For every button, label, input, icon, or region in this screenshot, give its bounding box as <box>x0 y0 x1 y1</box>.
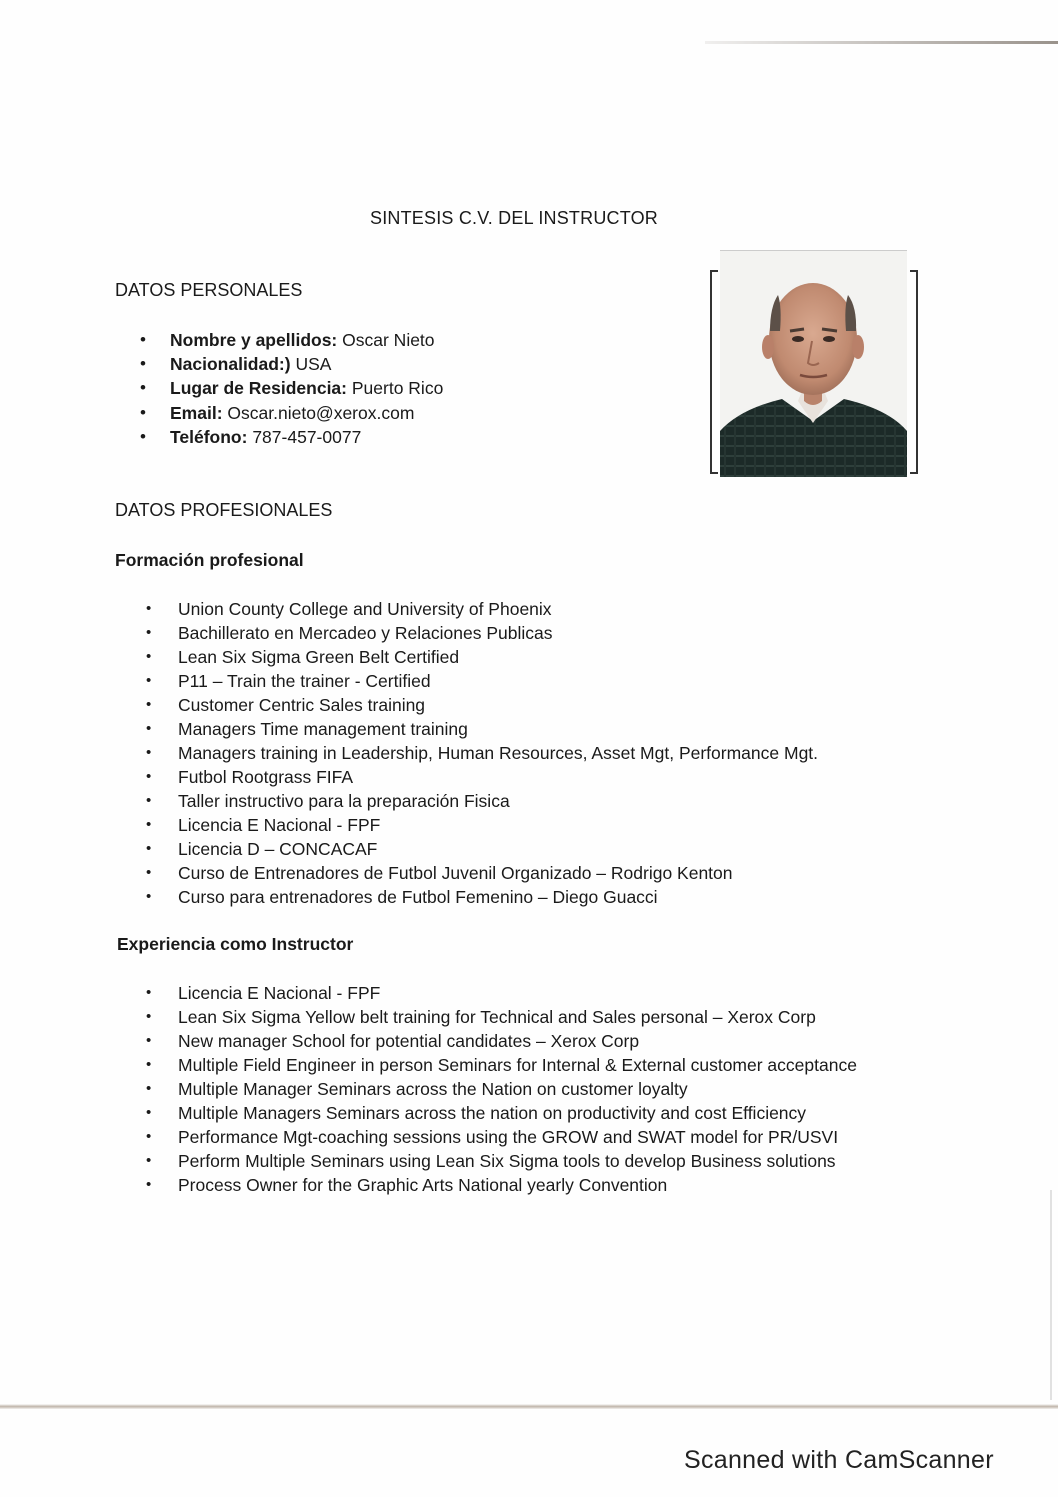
list-item: • P11 – Train the trainer - Certified <box>146 669 818 693</box>
item-label: Nacionalidad:) <box>170 354 291 375</box>
professional-heading: DATOS PROFESIONALES <box>115 500 333 520</box>
profile-photo-frame <box>710 250 918 476</box>
list-item: • Lean Six Sigma Green Belt Certified <box>146 645 818 669</box>
formacion-list <box>146 597 818 909</box>
list-item: • Licencia D – CONCACAF <box>146 837 818 861</box>
list-item: • Perform Multiple Seminars using Lean Six Sigma tools to develop Business solutions <box>146 1149 857 1173</box>
list-item: • New manager School for potential candidates – Xerox Corp <box>146 1029 857 1053</box>
personal-item-email <box>140 401 443 425</box>
list-item: • Taller instructivo para la preparación Fisica <box>146 789 818 813</box>
formacion-heading: Formación profesional <box>115 550 304 570</box>
item-value: Puerto Rico <box>351 378 444 399</box>
item-value: USA <box>295 354 332 375</box>
list-item: • Curso para entrenadores de Futbol Femenino – Diego Guacci <box>146 885 818 909</box>
list-item: • Multiple Managers Seminars across the nation on productivity and cost Efficiency <box>146 1101 857 1125</box>
scan-edge-right <box>1050 1190 1052 1400</box>
experiencia-heading: Experiencia como Instructor <box>117 934 354 954</box>
list-item: • Union County College and University of Phoenix <box>146 597 818 621</box>
profile-photo <box>720 250 907 477</box>
personal-item-nationality <box>140 352 443 376</box>
list-item: • Curso de Entrenadores de Futbol Juvenil Organizado – Rodrigo Kenton <box>146 861 818 885</box>
scanner-watermark: Scanned with CamScanner <box>684 1446 994 1474</box>
portrait-image <box>720 251 907 477</box>
list-item: • Licencia E Nacional - FPF <box>146 981 857 1005</box>
list-item: • Managers training in Leadership, Human Resources, Asset Mgt, Performance Mgt. <box>146 741 818 765</box>
item-value: Oscar.nieto@xerox.com <box>227 402 415 423</box>
personal-info-list <box>140 328 443 449</box>
document-title: SINTESIS C.V. DEL INSTRUCTOR <box>370 208 658 228</box>
item-label: Email: <box>170 402 223 423</box>
list-item: • Bachillerato en Mercadeo y Relaciones Publicas <box>146 621 818 645</box>
list-item: • Futbol Rootgrass FIFA <box>146 765 818 789</box>
item-label: Nombre y apellidos: <box>170 330 338 350</box>
personal-item-name <box>140 328 443 352</box>
list-item: • Licencia E Nacional - FPF <box>146 813 818 837</box>
list-item: • Performance Mgt-coaching sessions using the GROW and SWAT model for PR/USVI <box>146 1125 857 1149</box>
scan-edge-top <box>705 41 1058 44</box>
experiencia-list <box>146 981 857 1197</box>
frame-bracket-left <box>710 270 718 474</box>
personal-heading: DATOS PERSONALES <box>115 280 303 300</box>
list-item: • Lean Six Sigma Yellow belt training for Technical and Sales personal – Xerox Corp <box>146 1005 857 1029</box>
list-item: • Multiple Manager Seminars across the Nation on customer loyalty <box>146 1077 857 1101</box>
list-item: • Customer Centric Sales training <box>146 693 818 717</box>
list-item: • Multiple Field Engineer in person Seminars for Internal & External customer acceptance <box>146 1053 857 1077</box>
list-item: • Managers Time management training <box>146 717 818 741</box>
list-item: • Process Owner for the Graphic Arts National yearly Convention <box>146 1173 857 1197</box>
scan-edge-bottom <box>0 1404 1058 1409</box>
item-value: Oscar Nieto <box>342 330 435 350</box>
personal-item-residence <box>140 376 443 400</box>
item-label: Lugar de Residencia: <box>170 378 347 399</box>
personal-item-phone <box>140 425 443 449</box>
frame-bracket-right <box>910 270 918 474</box>
item-label: Teléfono: <box>170 426 248 447</box>
item-value: 787-457-0077 <box>252 426 362 447</box>
